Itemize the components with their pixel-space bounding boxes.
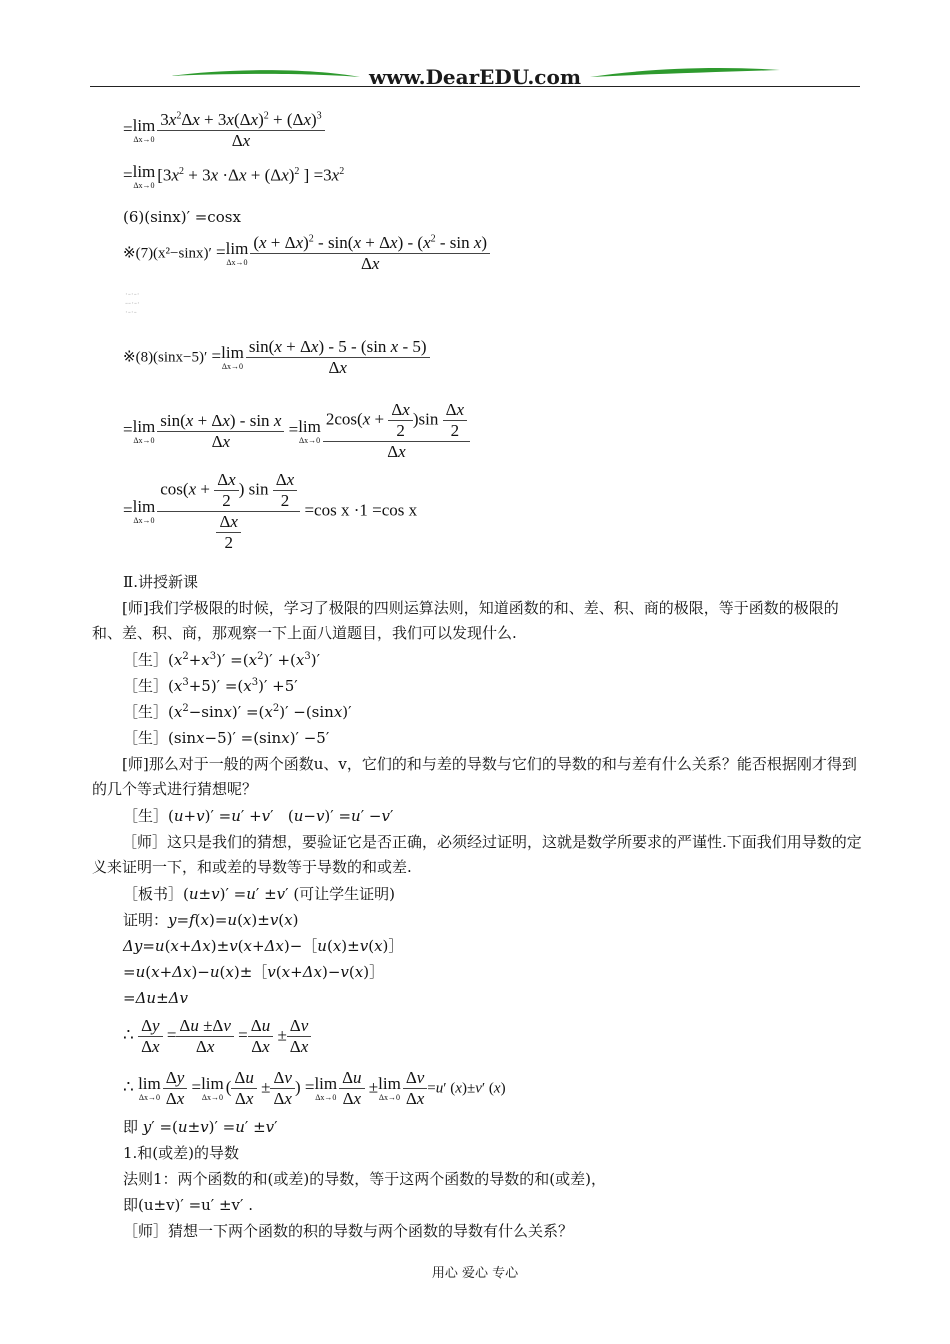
header-rule	[90, 86, 860, 87]
rule-1-formula: 即(u±v)′ =u′ ±v′ .	[123, 1196, 253, 1214]
site-logo	[170, 60, 780, 94]
rule-1: 法则1：两个函数的和(或差)的导数，等于这两个函数的导数的和(或差)，	[123, 1170, 606, 1188]
item-7: ※(7)(x²−sinx)′ = lim Δx→0 $\frac{(x + \Delta x)^2 - \sin(x + \Delta x) - (x^2 - \sin x)}{\Delta x}$	[123, 233, 490, 274]
sub-title: 1.和(或差)的导数	[123, 1144, 240, 1162]
proof-line-3: =u(x+Δx)−u(x)±［v(x+Δx)−v(x)］	[123, 963, 385, 981]
student-line-2: ［生$](x^3+5)' =(x^3)' +5'$	[123, 677, 298, 695]
proof-line-1: 证明：y=f(x)=u(x)±v(x)	[123, 911, 299, 929]
item-6: (6)(sinx)′ =cosx	[123, 208, 241, 226]
teacher-question: ［师］猜想一下两个函数的积的导数与两个函数的导数有什么关系？	[123, 1222, 574, 1240]
student-line-3: ［生$](x^2-\sin x)' =(x^2)' -(\sin x)'$	[123, 703, 352, 721]
proof-line-2: Δy=u(x+Δx)±v(x+Δx)−［u(x)±v(x)］	[123, 937, 404, 955]
eq-line-8c: = lim Δx→0 cos(x + $\frac{\Delta x}{2}$ ) sin $\frac{\Delta x}{2}$ $\frac{\Delta x}{2}$ =cos x ·1 =cos x	[123, 470, 418, 552]
eq-line-5b: = lim Δx→0 [$3x^2 + 3x \cdot\Delta x + (\Delta x)^2$ ] $=3x^2$	[123, 162, 345, 190]
item-8: ※(8)(sinx−5)′ = lim Δx→0 $\frac{\text{sin(x + Δx) - 5 - (sin x - 5)}}{\Delta x}$	[123, 337, 430, 378]
page-footer: 用心 爱心 专心	[431, 1266, 519, 1281]
student-guess: ［生］(u+v)′ =u′ +v′ (u−v)′ =u′ −v′	[123, 807, 394, 825]
proof-conclusion: 即 y′ =(u±v)′ =u′ ±v′	[123, 1118, 278, 1136]
proof-line-4: =Δu±Δv	[123, 989, 188, 1007]
eq-line-5a: = lim Δx→0 $\frac{3x^2\Delta x + 3x(\Delta x)^2 + (\Delta x)^3}{\Delta x}$	[123, 110, 325, 151]
section-title: Ⅱ.讲授新课	[123, 573, 198, 591]
eq-line-8b: = lim Δx→0 $\frac{\text{sin(x + Δx) - sin x}}{\Delta x}$ = lim Δx→0 2cos(x + $\frac{\Delta x}{2}$ )sin $\frac{\Delta x}{2}$ Δx	[123, 400, 470, 462]
paragraph-teacher-3: ［师］这只是我们的猜想，要验证它是否正确，必须经过证明，这就是数学所要求的严谨性.下面我们用导数的定义来证明一下，和或差的导数等于导数的和或差.	[92, 833, 862, 876]
faint-artifact: ·-·-· --·-· ·-·-	[125, 290, 140, 318]
proof-line-5: ∴ $\frac{\Delta y}{\Delta x}$ = $\frac{\Delta u \pm\Delta v}{\Delta x}$ = $\frac{\Delta u}{\Delta x}$ ± $\frac{\Delta v}{\Delta x}$	[123, 1016, 311, 1057]
logo-text: www.DearEDU.com	[368, 65, 582, 89]
student-line-1: ［生$](x^2+x^3)' =(x^2)' +(x^3)'$	[123, 651, 320, 669]
paragraph-teacher-1: [师]我们学极限的时候，学习了极限的四则运算法则，知道函数的和、差、积、商的极限，等于函数的极限的和、差、积、商，那观察一下上面八道题目，我们可以发现什么.	[92, 599, 839, 642]
paragraph-teacher-2: [师]那么对于一般的两个函数u、v，它们的和与差的导数与它们的导数的和与差有什么关系？能否根据刚才得到的几个等式进行猜想呢？	[92, 755, 857, 798]
board-line: ［板书］(u±v)′ =u′ ±v′ (可让学生证明)	[123, 885, 396, 903]
proof-line-6: ∴ lim Δx→0 $\frac{\Delta y}{\Delta x}$ = lim Δx→0 ( $\frac{\Delta u}{\Delta x}$ ± $\frac{\Delta v}{\Delta x}$ ) = lim Δx→0 $\frac{\Delta u}{\Delta x}$ ± lim Δx→0 $\frac{\Delta v}{\Delta x}$ =u′ (x)±v′ (x)	[123, 1068, 506, 1108]
student-line-4: ［生］(sinx−5)′ =(sinx)′ −5′	[123, 729, 330, 747]
